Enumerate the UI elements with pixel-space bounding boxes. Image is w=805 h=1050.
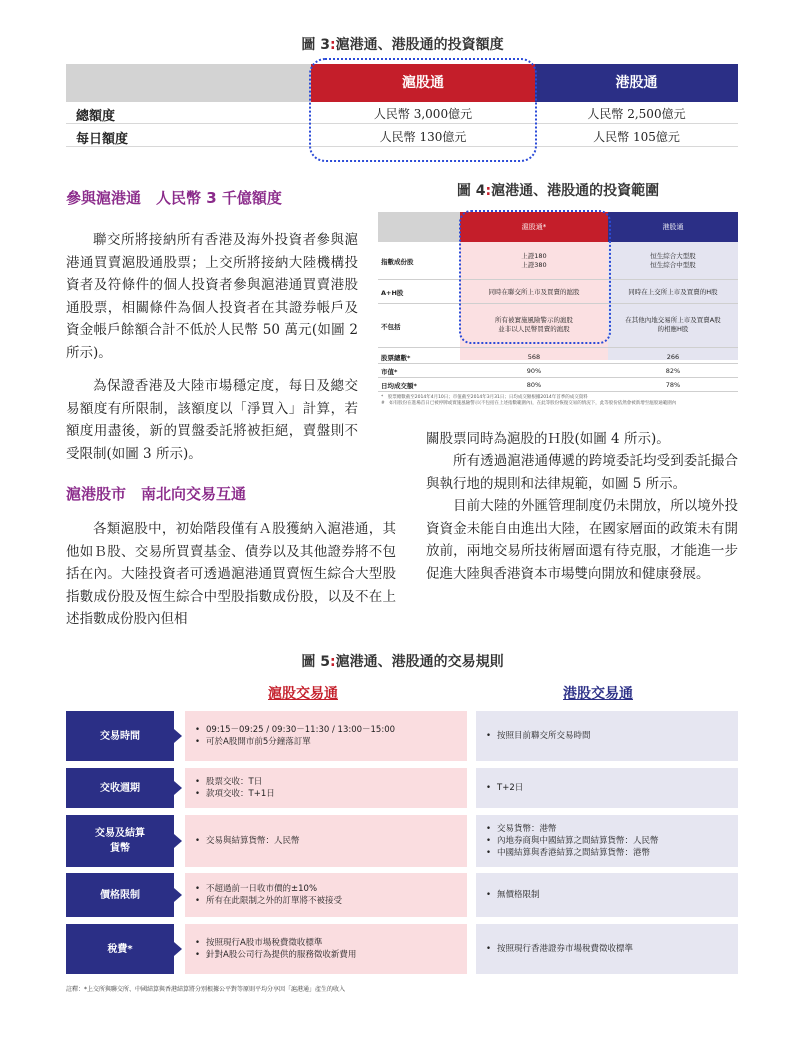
paragraph: 所有透過滬港通傳遞的跨境委託均受到委託撮合與執行地的規則和法律規範，如圖 5 所示。 [426, 453, 738, 492]
cell-text: 的相應H股 [657, 325, 689, 333]
bullet-item: • 款項交收：T+1日 [195, 788, 457, 800]
rule-arrow [174, 888, 182, 902]
bullet-item: • 中國結算與香港結算之間結算貨幣：港幣 [486, 847, 728, 859]
rule-hongkong-cell [476, 924, 738, 974]
table-row [378, 350, 738, 364]
rule-hongkong-cell [476, 711, 738, 761]
rule-arrow [174, 781, 182, 795]
bullet-item: • 無價格限制 [486, 889, 728, 901]
bullet-item: • 按照現行A股市場稅費徵收標準 [195, 937, 457, 949]
figure5-shanghai-heading: 滬股交易通 [268, 686, 338, 702]
row-label: 不包括 [381, 323, 401, 331]
cell-hongkong: 人民幣 2,500億元 [587, 107, 686, 121]
rule-shanghai-cell [185, 873, 467, 917]
row-label: 股票總數* [381, 354, 411, 362]
section-heading-quota: 參與滬港通 人民幣 3 千億額度 [66, 189, 282, 207]
figure3-header-hongkong: 港股通 [535, 64, 738, 102]
figure4-highlight-outline [459, 210, 611, 344]
bullet-item: • 交易與結算貨幣：人民幣 [195, 835, 457, 847]
bullet-item: • 不超過前一日收市價的±10% [195, 883, 457, 895]
rule-hongkong-cell [476, 815, 738, 867]
figure5-number: 圖 5 [301, 654, 330, 670]
rule-label [66, 873, 174, 917]
figure4-title [378, 180, 738, 200]
figure3-header-blank [66, 64, 311, 102]
row-label: 每日額度 [76, 132, 129, 147]
cell-text: 上證180 [521, 252, 547, 260]
cell-shanghai: 人民幣 130億元 [379, 130, 467, 144]
rule-label [66, 768, 174, 808]
cell-text: 568 [527, 353, 541, 361]
cell-text: 90% [526, 367, 542, 375]
cell-text: 80% [526, 381, 542, 389]
rule-arrow [174, 729, 182, 743]
cell-text: 並非以人民幣買賣的滬股 [498, 325, 570, 333]
bullet-item: • T+2日 [486, 782, 728, 794]
figure4-notes [381, 395, 738, 407]
bullet-item: • 所有在此限制之外的訂單將不被接受 [195, 895, 457, 907]
rule-hongkong-cell [476, 768, 738, 808]
figure5-caption: 滬港通、港股通的交易規則 [335, 654, 504, 670]
paragraph: 為保證香港及大陸市場穩定度，每日及總交易額度有所限制，該額度以「淨買入」計算，若額度用盡後，新的買盤委託將被拒絕，賣盤則不受限制(如圖 3 所示)。 [66, 378, 358, 462]
figure4-sep: : [485, 183, 492, 199]
cell-text: 所有被實施風險警示的滬股 [495, 316, 573, 324]
figure4-header-hongkong: 港股通 [608, 212, 738, 242]
figure3-number: 圖 3 [301, 37, 330, 53]
bullet-item: • 內地券商與中國結算之間結算貨幣：人民幣 [486, 835, 728, 847]
rule-label [66, 815, 174, 867]
cell-text: 同時在上交所上市及買賣的H股 [628, 288, 718, 296]
row-label: 指數成份股 [381, 258, 414, 266]
figure4-header-blank [378, 212, 460, 242]
rule-label-text: 交易時間 [100, 730, 140, 742]
rule-shanghai-cell [185, 924, 467, 974]
rule-label-text: 稅費* [107, 943, 133, 955]
bullet-item: • 針對A股公司行為提供的服務徵收新費用 [195, 949, 457, 961]
rule-label-text: 交收週期 [100, 782, 140, 794]
bullet-item: • 按照目前聯交所交易時間 [486, 730, 728, 742]
bullet-item: • 交易貨幣：港幣 [486, 823, 728, 835]
figure4-caption: 滬港通、港股通的投資範圍 [491, 183, 660, 199]
figure3-sep: : [330, 37, 336, 53]
bullet-item: • 按照現行香港證券市場稅費徵收標準 [486, 943, 728, 955]
cell-shanghai: 人民幣 3,000億元 [373, 107, 473, 121]
cell-text: 同時在聯交所上市及買賣的滬股 [488, 288, 580, 296]
rule-label [66, 924, 174, 974]
figure4-note-1: * 股票總數截至2014年4月10日；市值截至2014年3月31日；日均成交額根據2014年首季的成交資料 [381, 395, 588, 400]
figure5-sep: : [330, 654, 336, 670]
rule-label-text: 貨幣 [110, 843, 130, 854]
row-label: 日均成交額* [381, 382, 417, 390]
figure5-title [0, 651, 805, 671]
cell-text: 恒生綜合大型股 [650, 252, 696, 260]
bullet-item: • 09:15－09:25 / 09:30－11:30 / 13:00－15:00 [195, 724, 457, 736]
rule-label [66, 711, 174, 761]
table-row [378, 364, 738, 378]
paragraph: 關股票同時為滬股的Ｈ股(如圖 4 所示)。 [426, 431, 670, 447]
figure4-header-shanghai: 滬股通* [460, 212, 608, 242]
cell-text: 82% [665, 367, 681, 375]
rule-label-text: 價格限制 [100, 889, 140, 901]
rule-shanghai-cell [185, 711, 467, 761]
cell-text: 78% [665, 381, 681, 389]
figure5-hongkong-heading: 港股交易通 [563, 686, 633, 702]
figure3-title [0, 34, 805, 54]
figure3-highlight-outline [309, 58, 537, 162]
cell-text: 266 [666, 353, 680, 361]
section-heading-trading: 滬港股市 南北向交易互通 [66, 485, 247, 503]
rule-shanghai-cell [185, 815, 467, 867]
rule-label-text: 交易及結算 [95, 828, 145, 839]
paragraph: 目前大陸的外匯管理制度仍未開放，所以境外投資資金未能自由進出大陸，在國家層面的政策未有開放前，兩地交易所技術層面還有待克服，才能進一步促進大陸與香港資本市場雙向開放和健康發展。 [426, 498, 738, 582]
cell-hongkong: 人民幣 105億元 [593, 130, 680, 144]
row-label: A+H股 [381, 289, 404, 297]
rule-hongkong-cell [476, 873, 738, 917]
table-row [378, 378, 738, 392]
paragraph: 聯交所將接納所有香港及海外投資者參與滬港通買賣滬股通股票；上交所將接納大陸機構投資者及符條件的個人投資者參與滬港通買賣港股通股票，相關條件為個人投資者在其證券帳戶及資金帳戶餘額合計不低於人民幣 50 萬元(如圖 2 所示)。 [66, 232, 358, 361]
figure4-note-2: # 如有股份在進場首日已被停牌或實施風險警示(不包括在上述指數範圍內)，在此等股份恢復交易的情況下，此等股份依然會被新增至滬股通範圍內 [381, 401, 677, 406]
row-label: 市值* [381, 368, 398, 376]
figure3-caption: 滬港通、港股通的投資額度 [335, 37, 504, 53]
bullet-item: • 股票交收：T日 [195, 776, 457, 788]
rule-arrow [174, 942, 182, 956]
cell-text: 恒生綜合中型股 [650, 261, 696, 269]
figure5-note: 註釋：*上交所與聯交所、中國結算與香港結算將分別根據公平對等原則平均分享因「滬港通」產生的收入 [66, 986, 346, 993]
cell-text: 上證380 [521, 261, 547, 269]
row-label: 總額度 [76, 109, 116, 124]
rule-shanghai-cell [185, 768, 467, 808]
rule-arrow [174, 834, 182, 848]
figure3-header-shanghai: 滬股通 [311, 64, 535, 102]
figure4-number: 圖 4 [456, 183, 486, 199]
paragraph: 各類滬股中，初始階段僅有Ａ股獲納入滬港通，其他如Ｂ股、交易所買賣基金、債券以及其他證券將不包括在內。大陸投資者可透過滬港通買賣恆生綜合大型股指數成份股及恆生綜合中型股指數成份股，以及不在上述指數成份股內但相 [66, 521, 396, 627]
bullet-item: • 可於A股開市前5分鐘落訂單 [195, 736, 457, 748]
cell-text: 在其他內地交易所上市及買賣A股 [625, 316, 721, 324]
